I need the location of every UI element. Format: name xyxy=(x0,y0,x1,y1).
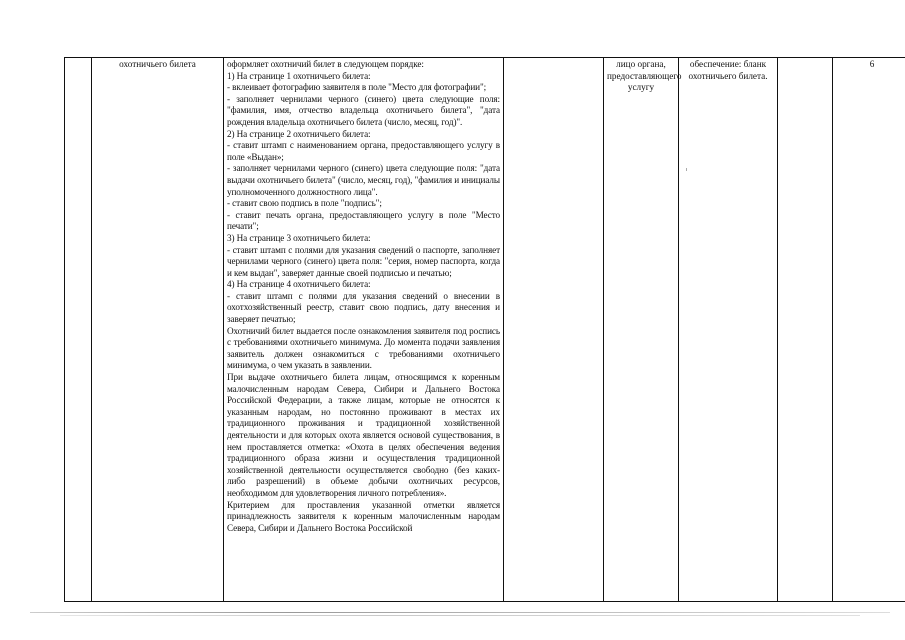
cell-resources xyxy=(679,58,778,602)
description-paragraph: При выдаче охотничьего билета лицам, относящимся к коренным малочисленным народам Севера, Сибири и Дальнего Востока Российской Федерации, а также лицам, которые не относятся к указанным народам, но постоянно проживают в местах их традиционного проживания и традиционной хозяйственной деятельности и для которых охота является основой существования, в нем проставляется отметка: «Охота в целях обеспечения ведения традиционного образа жизни и осуществления традиционной хозяйственной деятельности осуществляется свободно (без каких-либо разрешений) в объеме добычи охотничьих ресурсов, необходимом для удовлетворения личного потребления». xyxy=(227,372,500,498)
description-paragraph: - заполняет чернилами черного (синего) цвета следующие поля: "фамилия, имя, отчество владельца охотничьего билета", "дата рождения владельца охотничьего билета (число, месяц, год)". xyxy=(227,93,500,127)
cell-number xyxy=(65,58,92,602)
description-paragraph: 2) На странице 2 охотничьего билета: xyxy=(227,128,371,139)
table-row xyxy=(65,58,905,602)
description-paragraph: - вклеивает фотографию заявителя в поле "Место для фотографии"; xyxy=(227,82,487,93)
cell-responsible xyxy=(604,58,682,602)
cell-result-form xyxy=(833,58,905,602)
description-paragraph: - ставит штамп с наименованием органа, предоставляющего услугу в поле «Выдан»; xyxy=(227,140,500,162)
cell-empty xyxy=(778,58,833,602)
description-paragraph: Критерием для проставления указанной отметки является принадлежность заявителя к коренным малочисленным народам Севера, Сибири и Дальнего Востока Российской xyxy=(227,499,500,533)
description-paragraph: - ставит печать органа, предоставляющего услугу в поле "Место печати"; xyxy=(227,209,500,232)
scan-speck xyxy=(686,168,687,171)
procedure-name-text: охотничьего билета xyxy=(119,59,196,69)
description-paragraph: - заполняет чернилами черного (синего) цвета следующие поля: "дата выдачи охотничьего билета" (число, месяц, год), "фамилия и инициалы уполномоченного должностного лица". xyxy=(227,163,500,197)
description-paragraph: - ставит штамп с полями для указания сведений о внесении в охотхозяйственный реестр, ставит свою подпись, дату внесения и заверяет печатью; xyxy=(227,290,500,325)
description-paragraph: 1) На странице 1 охотничьего билета: xyxy=(227,70,371,81)
cell-empty xyxy=(504,58,604,602)
cell-procedure-description xyxy=(224,58,504,602)
cell-procedure-name xyxy=(92,58,224,602)
result-form-number: 6 xyxy=(869,59,875,69)
description-paragraph: Охотничий билет выдается после ознакомления заявителя под роспись с требованиями охотничьего минимума. До момента подачи заявления заявитель должен ознакомиться с требованиями охотничьего минимума, о чем указать в заявлении. xyxy=(227,325,500,371)
resources-text: обеспечение: бланк охотничьего билета. xyxy=(688,59,768,81)
description-paragraph: 4) На странице 4 охотничьего билета: xyxy=(227,279,371,290)
description-paragraph: оформляет охотничий билет в следующем порядке: xyxy=(227,59,424,69)
scan-edge-line xyxy=(60,615,860,616)
description-paragraph: - ставит свою подпись в поле "подпись"; xyxy=(227,198,382,209)
scan-edge-line xyxy=(30,612,890,613)
description-paragraph: - ставит штамп с полями для указания сведений о паспорте, заполняет чернилами черного (синего) цвета поля: "серия, номер паспорта, когда и кем выдан", заверяет данные своей подписью и печатью; xyxy=(227,244,500,278)
responsible-text: лицо органа, предоставляющего услугу xyxy=(607,59,682,93)
regulation-table xyxy=(64,57,905,602)
description-paragraph: 3) На странице 3 охотничьего билета: xyxy=(227,232,371,243)
